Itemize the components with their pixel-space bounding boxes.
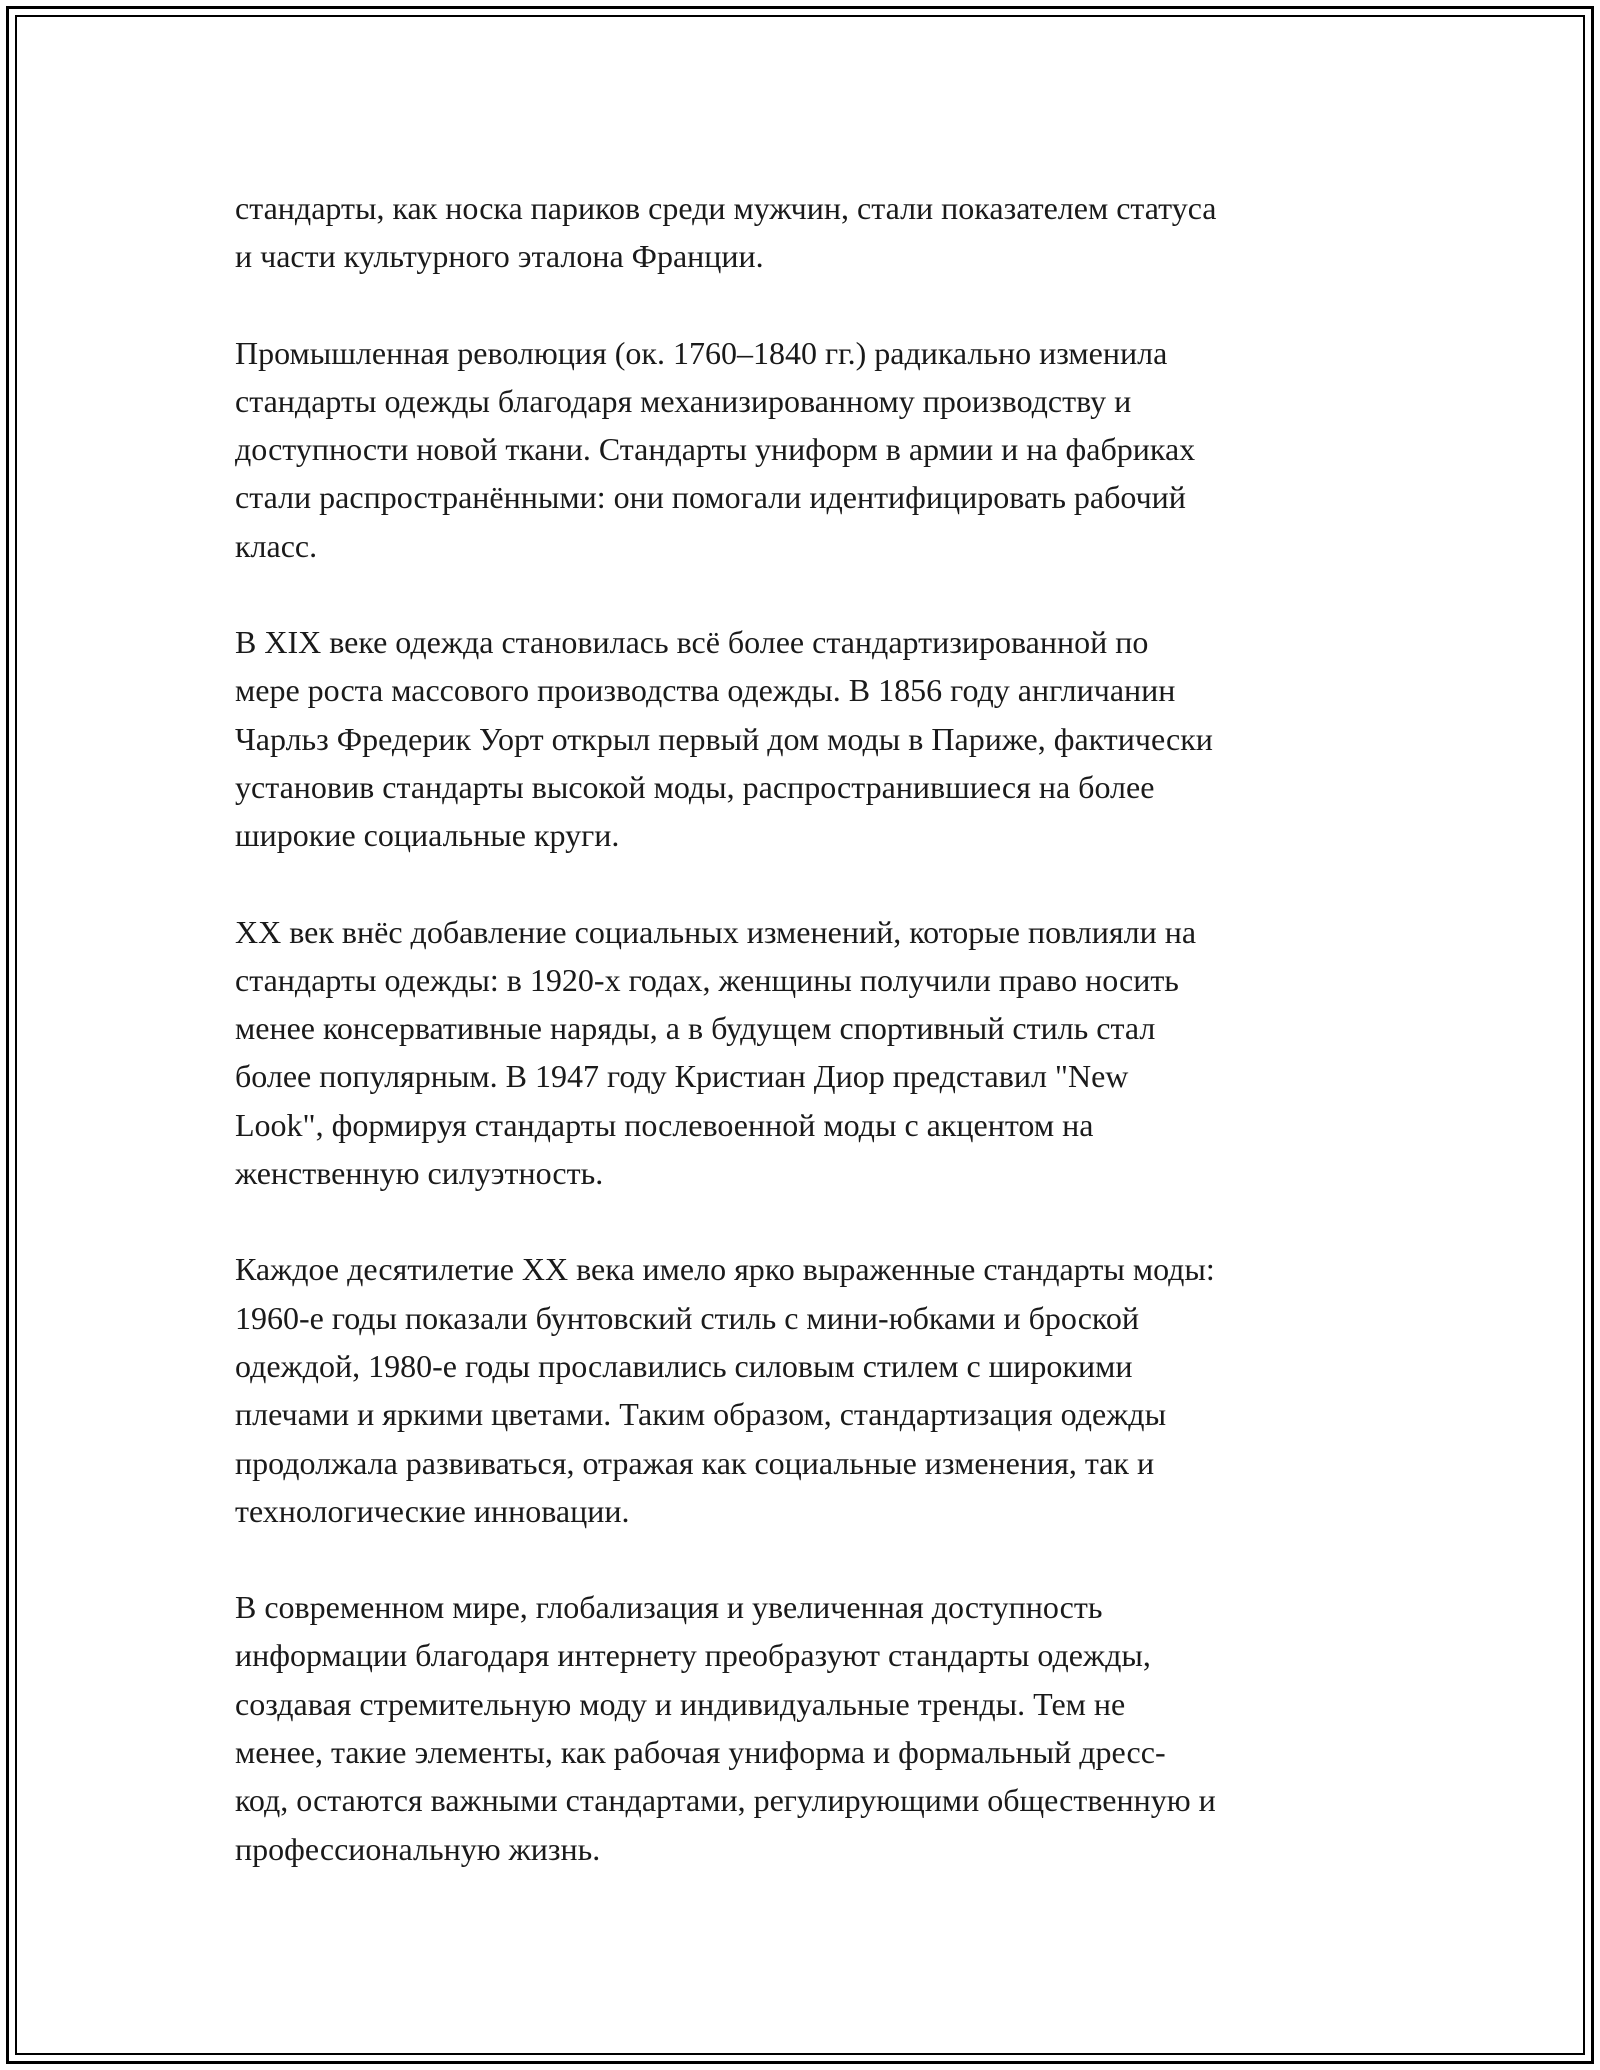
text-line: мере роста массового производства одежды. В 1856 году англичанин — [235, 672, 1176, 709]
text-line: код, остаются важными стандартами, регулирующими общественную и — [235, 1782, 1216, 1819]
text-line: В современном мире, глобализация и увеличенная доступность — [235, 1589, 1103, 1626]
text-line: Промышленная революция (ок. 1760–1840 гг.) радикально изменила — [235, 334, 1168, 371]
text-line: и части культурного эталона Франции. — [235, 238, 764, 275]
text-line: менее консервативные наряды, а в будущем спортивный стиль стал — [235, 1010, 1156, 1047]
document-body — [235, 184, 1385, 1921]
text-line: более популярным. В 1947 году Кристиан Диор представил "New — [235, 1058, 1129, 1095]
text-line: менее, такие элементы, как рабочая униформа и формальный дресс- — [235, 1734, 1166, 1771]
text-line: широкие социальные круги. — [235, 817, 620, 854]
text-line: профессиональную жизнь. — [235, 1830, 601, 1867]
text-line: стандарты одежды: в 1920-х годах, женщины получили право носить — [235, 961, 1179, 998]
text-line: стали распространёнными: они помогали идентифицировать рабочий — [235, 479, 1186, 516]
text-line: XX век внёс добавление социальных изменений, которые повлияли на — [235, 913, 1197, 950]
text-line: Каждое десятилетие XX века имело ярко выраженные стандарты моды: — [235, 1251, 1215, 1288]
paragraph-industrial-revolution — [235, 329, 1385, 570]
text-line: стандарты, как носка париков среди мужчин, стали показателем статуса — [235, 190, 1217, 226]
text-line: доступности новой ткани. Стандарты униформ в армии и на фабриках — [235, 431, 1196, 468]
paragraph-decades — [235, 1245, 1385, 1535]
paragraph-modern-world — [235, 1583, 1385, 1873]
text-line: Чарльз Фредерик Уорт открыл первый дом моды в Париже, фактически — [235, 720, 1213, 757]
text-line: Look", формируя стандарты послевоенной моды с акцентом на — [235, 1106, 1094, 1143]
text-line: стандарты одежды благодаря механизированному производству и — [235, 382, 1132, 419]
text-line: создавая стремительную моду и индивидуальные тренды. Тем не — [235, 1685, 1126, 1722]
text-line: В XIX веке одежда становилась всё более стандартизированной по — [235, 624, 1149, 661]
text-line: женственную силуэтность. — [235, 1155, 604, 1192]
paragraph-19th-century — [235, 618, 1385, 859]
text-line: плечами и яркими цветами. Таким образом, стандартизация одежды — [235, 1396, 1167, 1433]
paragraph-20th-century — [235, 908, 1385, 1198]
text-line: продолжала развиваться, отражая как социальные изменения, так и — [235, 1444, 1155, 1481]
text-line: установив стандарты высокой моды, распространившиеся на более — [235, 768, 1155, 805]
paragraph-wig-standards — [235, 184, 1385, 281]
text-line: класс. — [235, 527, 318, 564]
text-line: информации благодаря интернету преобразуют стандарты одежды, — [235, 1637, 1151, 1674]
text-line: 1960-е годы показали бунтовский стиль с мини-юбками и броской — [235, 1299, 1139, 1336]
text-line: технологические инновации. — [235, 1492, 630, 1529]
text-line: одеждой, 1980-е годы прославились силовым стилем с широкими — [235, 1347, 1133, 1384]
